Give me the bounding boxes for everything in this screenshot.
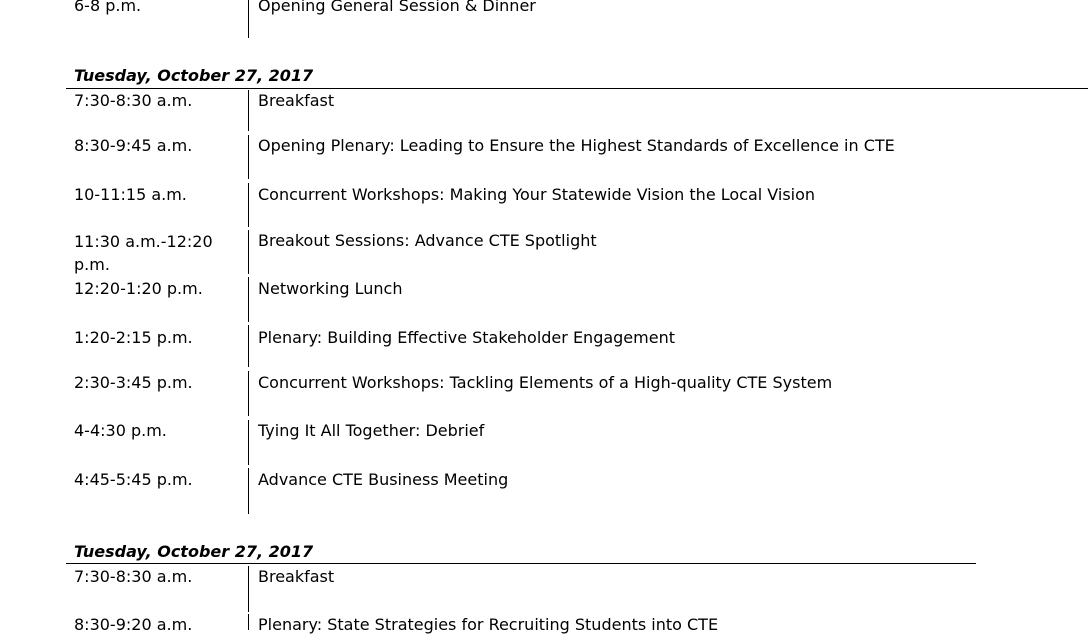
schedule-event: Networking Lunch bbox=[258, 279, 403, 298]
column-divider bbox=[248, 420, 249, 465]
column-divider bbox=[248, 183, 249, 227]
column-divider bbox=[248, 277, 249, 322]
column-divider bbox=[248, 468, 249, 514]
schedule-time: 4-4:30 p.m. bbox=[74, 421, 167, 440]
column-divider bbox=[248, 614, 249, 630]
schedule-event: Plenary: State Strategies for Recruiting Students into CTE bbox=[258, 615, 719, 634]
column-divider bbox=[248, 371, 249, 416]
schedule-time: 6-8 p.m. bbox=[74, 0, 142, 15]
column-divider bbox=[248, 0, 249, 38]
schedule-event: Opening General Session & Dinner bbox=[258, 0, 536, 15]
schedule-event: Advance CTE Business Meeting bbox=[258, 470, 509, 489]
column-divider bbox=[248, 325, 249, 367]
schedule-time: 8:30-9:45 a.m. bbox=[74, 136, 193, 155]
schedule-event: Breakfast bbox=[258, 91, 335, 110]
schedule-time: 2:30-3:45 p.m. bbox=[74, 373, 193, 392]
heading-rule bbox=[66, 88, 1088, 89]
heading-rule bbox=[66, 563, 976, 564]
schedule-time: 12:20-1:20 p.m. bbox=[74, 279, 203, 298]
schedule-event: Concurrent Workshops: Making Your Statewide Vision the Local Vision bbox=[258, 185, 816, 204]
schedule-time: 7:30-8:30 a.m. bbox=[74, 91, 193, 110]
day-heading: Tuesday, October 27, 2017 bbox=[74, 66, 314, 85]
schedule-time: 8:30-9:20 a.m. bbox=[74, 615, 193, 634]
schedule-event: Concurrent Workshops: Tackling Elements of a High-quality CTE System bbox=[258, 373, 833, 392]
schedule-event: Breakout Sessions: Advance CTE Spotlight bbox=[258, 231, 597, 250]
schedule-event: Opening Plenary: Leading to Ensure the Highest Standards of Excellence in CTE bbox=[258, 136, 895, 155]
column-divider bbox=[248, 230, 249, 274]
schedule-time: 1:20-2:15 p.m. bbox=[74, 328, 193, 347]
schedule-time: 7:30-8:30 a.m. bbox=[74, 567, 193, 586]
schedule-time: 4:45-5:45 p.m. bbox=[74, 470, 193, 489]
schedule-time: 11:30 a.m.-12:20 p.m. bbox=[74, 232, 213, 274]
schedule-event: Tying It All Together: Debrief bbox=[258, 421, 485, 440]
column-divider bbox=[248, 90, 249, 131]
column-divider bbox=[248, 135, 249, 179]
schedule-event: Breakfast bbox=[258, 567, 335, 586]
day-heading: Tuesday, October 27, 2017 bbox=[74, 542, 314, 561]
schedule-time: 10-11:15 a.m. bbox=[74, 185, 187, 204]
schedule-event: Plenary: Building Effective Stakeholder Engagement bbox=[258, 328, 675, 347]
column-divider bbox=[248, 566, 249, 612]
